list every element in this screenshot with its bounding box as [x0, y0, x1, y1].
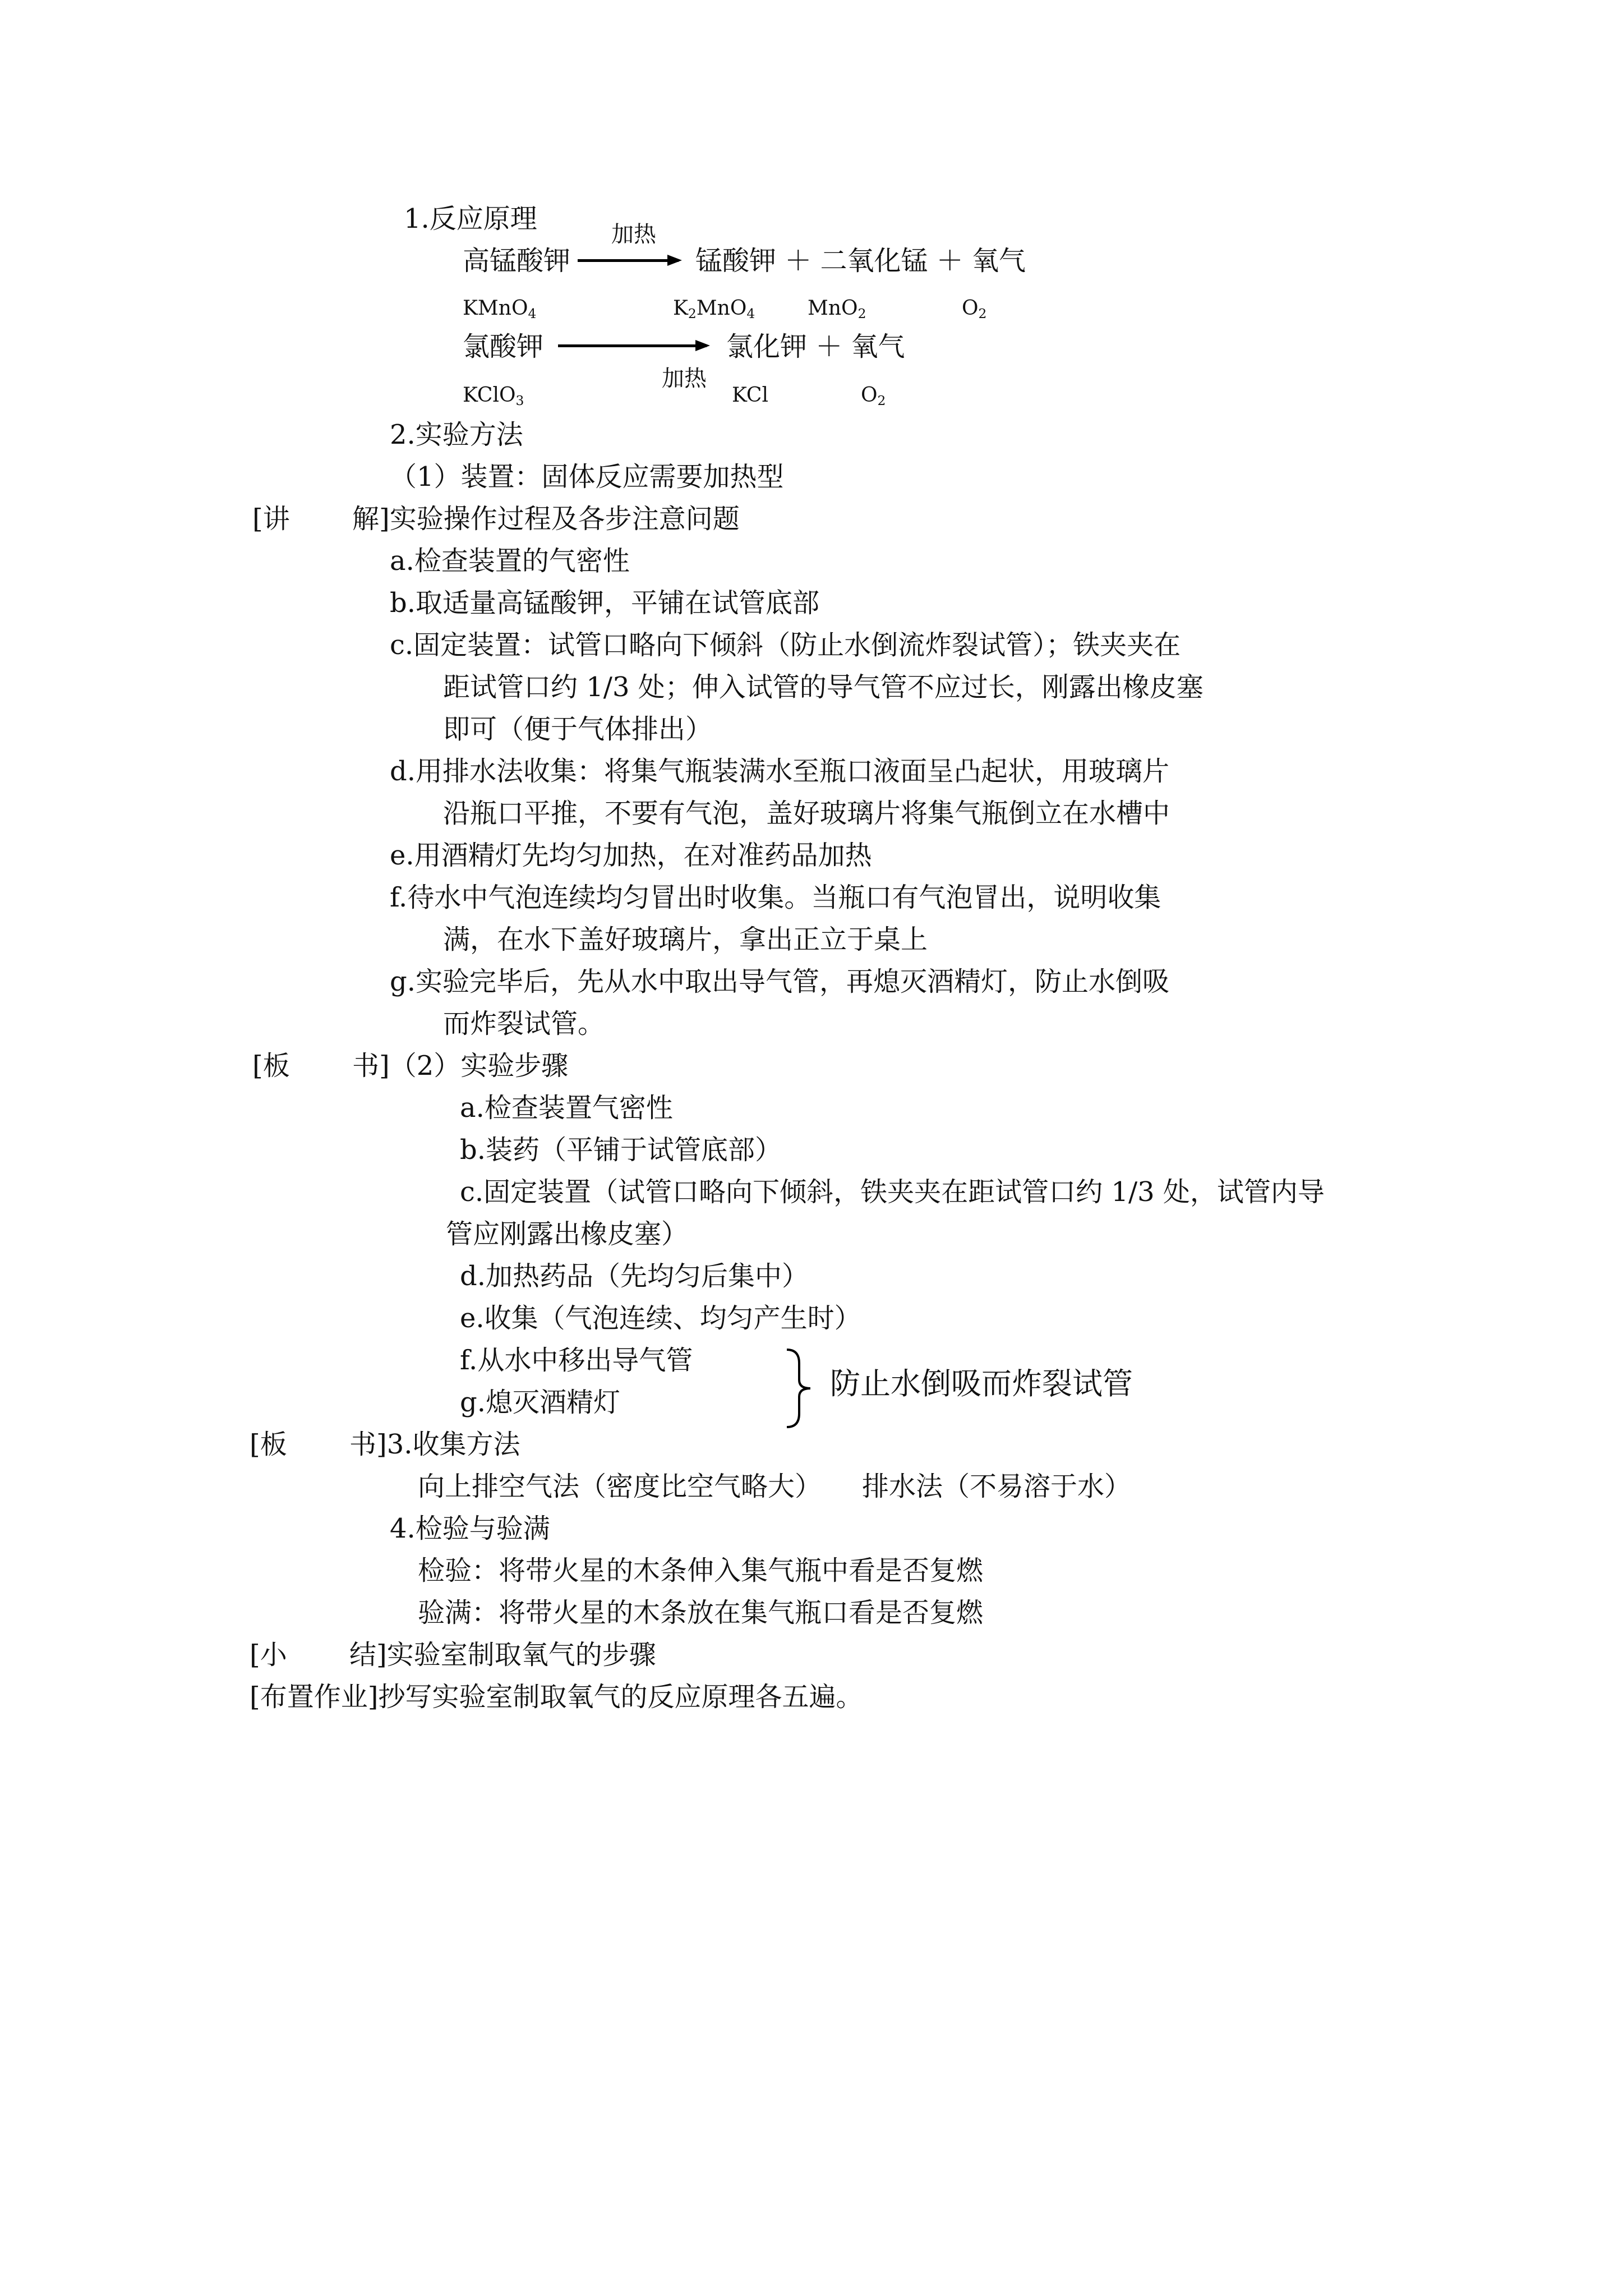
- r1-products: 锰酸钾 ＋ 二氧化锰 ＋ 氧气: [695, 245, 1026, 277]
- brace-note: 防止水倒吸而炸裂试管: [830, 1366, 1133, 1401]
- step-a: a.检查装置气密性: [460, 1092, 673, 1124]
- r2-arrow: [558, 344, 707, 347]
- lecture-item-e: e.用酒精灯先均匀加热，在对准药品加热: [390, 840, 872, 871]
- homework-line: [250, 1680, 863, 1714]
- r1-formula-o2: $O_2$: [962, 297, 987, 321]
- full-text: 验满：将带火星的木条放在集气瓶口看是否复燃: [418, 1597, 984, 1628]
- lecture-item-g-cont: 而炸裂试管。: [443, 1008, 605, 1039]
- step-f: f.从水中移出导气管: [460, 1345, 693, 1376]
- summary-tag: [小 结]: [250, 1639, 387, 1671]
- board1-tag: [板 书]: [252, 1050, 390, 1082]
- lecture-item-a: a.检查装置的气密性: [390, 545, 630, 577]
- step-c: c.固定装置（试管口略向下倾斜，铁夹夹在距试管口约 1/3 处，试管内导: [460, 1176, 1325, 1208]
- board2-tag: [板 书]: [250, 1429, 387, 1460]
- lecture-tag: [讲 解]: [252, 503, 390, 535]
- r2-reactant: 氯酸钾: [463, 331, 544, 362]
- summary-line: [250, 1638, 656, 1672]
- lecture-item-c-cont2: 即可（便于气体排出）: [443, 714, 713, 745]
- collection-methods: 向上排空气法（密度比空气略大） 排水法（不易溶于水）: [418, 1471, 1132, 1502]
- step-d: d.加热药品（先均匀后集中）: [460, 1260, 809, 1292]
- board1-line: [252, 1049, 568, 1083]
- lecture-item-c-cont1: 距试管口约 1/3 处；伸入试管的导气管不应过长，刚露出橡皮塞: [443, 671, 1204, 703]
- lecture-item-f-cont: 满，在水下盖好玻璃片，拿出正立于桌上: [443, 924, 928, 955]
- reaction-title: 1.反应原理: [404, 203, 537, 234]
- check-text: 检验：将带火星的木条伸入集气瓶中看是否复燃: [418, 1555, 984, 1586]
- step-g: g.熄灭酒精灯: [460, 1387, 620, 1418]
- r1-formula-kmno4: KMnO$_4$: [463, 297, 537, 321]
- check-title: 4.检验与验满: [390, 1513, 550, 1544]
- step-c-cont: 管应刚露出橡皮塞）: [446, 1218, 689, 1250]
- lecture-item-c: c.固定装置：试管口略向下倾斜（防止水倒流炸裂试管）；铁夹夹在: [390, 629, 1181, 661]
- board2-line: [250, 1428, 520, 1461]
- lecture-item-g: g.实验完毕后，先从水中取出导气管，再熄灭酒精灯，防止水倒吸: [390, 966, 1169, 997]
- lecture-item-b: b.取适量高锰酸钾，平铺在试管底部: [390, 587, 819, 619]
- lecture-title: 实验操作过程及各步注意问题: [389, 503, 740, 535]
- right-brace: [782, 1346, 816, 1430]
- lecture-item-d: d.用排水法收集：将集气瓶装满水至瓶口液面呈凸起状，用玻璃片: [390, 756, 1169, 787]
- lecture-item-d-cont: 沿瓶口平推，不要有气泡，盖好玻璃片将集气瓶倒立在水槽中: [443, 798, 1170, 829]
- step-e: e.收集（气泡连续、均匀产生时）: [460, 1303, 861, 1334]
- method-device: （1）装置：固体反应需要加热型: [390, 461, 784, 493]
- step-b: b.装药（平铺于试管底部）: [460, 1134, 782, 1166]
- heat-label-2: 加热: [662, 366, 707, 392]
- homework-tag: [布置作业]: [250, 1681, 379, 1713]
- summary-text: 实验室制取氧气的步骤: [386, 1639, 656, 1671]
- r1-formula-k2mno4: $K_2MnO_4$: [673, 297, 755, 321]
- r1-arrow: [578, 259, 679, 262]
- heat-label-1: 加热: [611, 222, 656, 247]
- r2-formula-kcl: KCl: [732, 384, 768, 407]
- homework-text: 抄写实验室制取氧气的反应原理各五遍。: [378, 1681, 863, 1713]
- lecture-item-f: f.待水中气泡连续均匀冒出时收集。当瓶口有气泡冒出，说明收集: [390, 882, 1161, 913]
- r1-formula-mno2: MnO$_2$: [808, 297, 866, 321]
- r2-formula-o2: $O_2$: [861, 384, 886, 408]
- board2-title: 3.收集方法: [386, 1429, 520, 1460]
- board1-title: （2）实验步骤: [389, 1050, 569, 1082]
- r2-formula-kclo3: KClO$_3$: [463, 384, 524, 408]
- method-title: 2.实验方法: [390, 419, 523, 450]
- lecture-line: [252, 502, 740, 536]
- r2-products: 氯化钾 ＋ 氧气: [726, 331, 905, 362]
- r1-reactant: 高锰酸钾: [463, 245, 571, 277]
